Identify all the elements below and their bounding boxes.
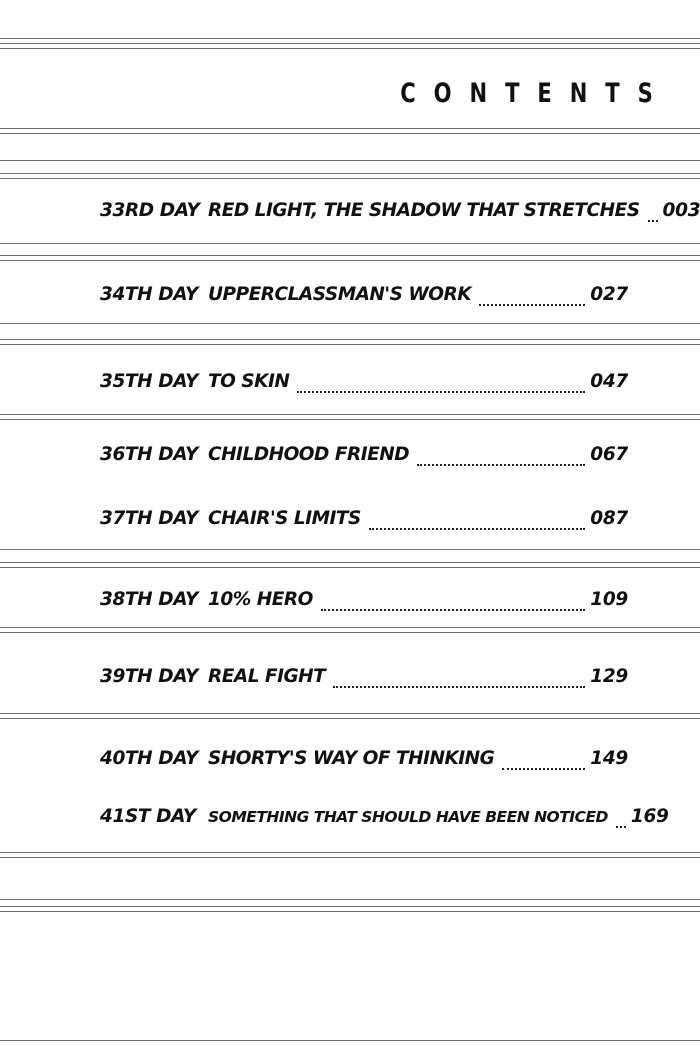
chapter-title: REAL FIGHT (208, 666, 326, 687)
chapter-day: 36TH DAY (100, 444, 199, 465)
dot-leader (648, 219, 658, 222)
divider (0, 562, 700, 563)
chapter-day: 35TH DAY (100, 371, 199, 392)
chapter-title: SOMETHING THAT SHOULD HAVE BEEN NOTICED (208, 808, 608, 826)
chapter-title: TO SKIN (208, 371, 290, 392)
toc-entry (100, 284, 628, 310)
chapter-day: 40TH DAY (100, 748, 199, 769)
divider (0, 1040, 700, 1041)
divider (0, 128, 700, 129)
chapter-day: 33RD DAY (100, 200, 200, 221)
divider (0, 43, 700, 44)
chapter-day: 39TH DAY (100, 666, 199, 687)
divider (0, 906, 700, 907)
chapter-day: 34TH DAY (100, 284, 199, 305)
divider (0, 243, 700, 244)
divider (0, 414, 700, 415)
chapter-day: 41ST DAY (100, 806, 196, 827)
divider (0, 260, 700, 261)
dot-leader (502, 767, 585, 770)
dot-leader (321, 608, 585, 611)
toc-entry (100, 748, 628, 774)
divider (0, 160, 700, 161)
divider (0, 38, 700, 39)
chapter-day: 38TH DAY (100, 589, 199, 610)
divider (0, 323, 700, 324)
toc-entry (100, 200, 700, 226)
divider (0, 339, 700, 340)
divider (0, 419, 700, 420)
divider (0, 255, 700, 256)
page-number: 047 (590, 371, 628, 392)
toc-entry (100, 806, 669, 832)
divider (0, 718, 700, 719)
page-title: CONTENTS (400, 78, 671, 109)
toc-entry (100, 444, 628, 470)
divider (0, 627, 700, 628)
chapter-title: SHORTY'S WAY OF THINKING (208, 748, 495, 769)
divider (0, 567, 700, 568)
toc-entry (100, 371, 628, 397)
chapter-title: 10% HERO (208, 589, 313, 610)
dot-leader (369, 527, 585, 530)
divider (0, 173, 700, 174)
page-number: 027 (590, 284, 628, 305)
chapter-title: RED LIGHT, THE SHADOW THAT STRETCHES (208, 200, 640, 221)
dot-leader (297, 390, 585, 393)
toc-entry (100, 589, 628, 615)
page-number: 129 (590, 666, 628, 687)
divider (0, 899, 700, 900)
chapter-title: CHAIR'S LIMITS (208, 508, 361, 529)
divider (0, 549, 700, 550)
dot-leader (417, 463, 585, 466)
divider (0, 632, 700, 633)
divider (0, 713, 700, 714)
divider (0, 911, 700, 912)
page-number: 003 (662, 200, 700, 221)
divider (0, 857, 700, 858)
page-number: 067 (590, 444, 628, 465)
divider (0, 852, 700, 853)
page-number: 169 (630, 806, 669, 827)
toc-entry (100, 508, 628, 534)
divider (0, 178, 700, 179)
divider (0, 133, 700, 134)
chapter-title: UPPERCLASSMAN'S WORK (208, 284, 472, 305)
page-number: 109 (590, 589, 628, 610)
chapter-title: CHILDHOOD FRIEND (208, 444, 410, 465)
chapter-day: 37TH DAY (100, 508, 199, 529)
dot-leader (616, 825, 626, 828)
toc-entry (100, 666, 628, 692)
dot-leader (479, 303, 585, 306)
page-number: 087 (590, 508, 628, 529)
page-number: 149 (590, 748, 628, 769)
divider (0, 48, 700, 49)
dot-leader (333, 685, 585, 688)
divider (0, 344, 700, 345)
